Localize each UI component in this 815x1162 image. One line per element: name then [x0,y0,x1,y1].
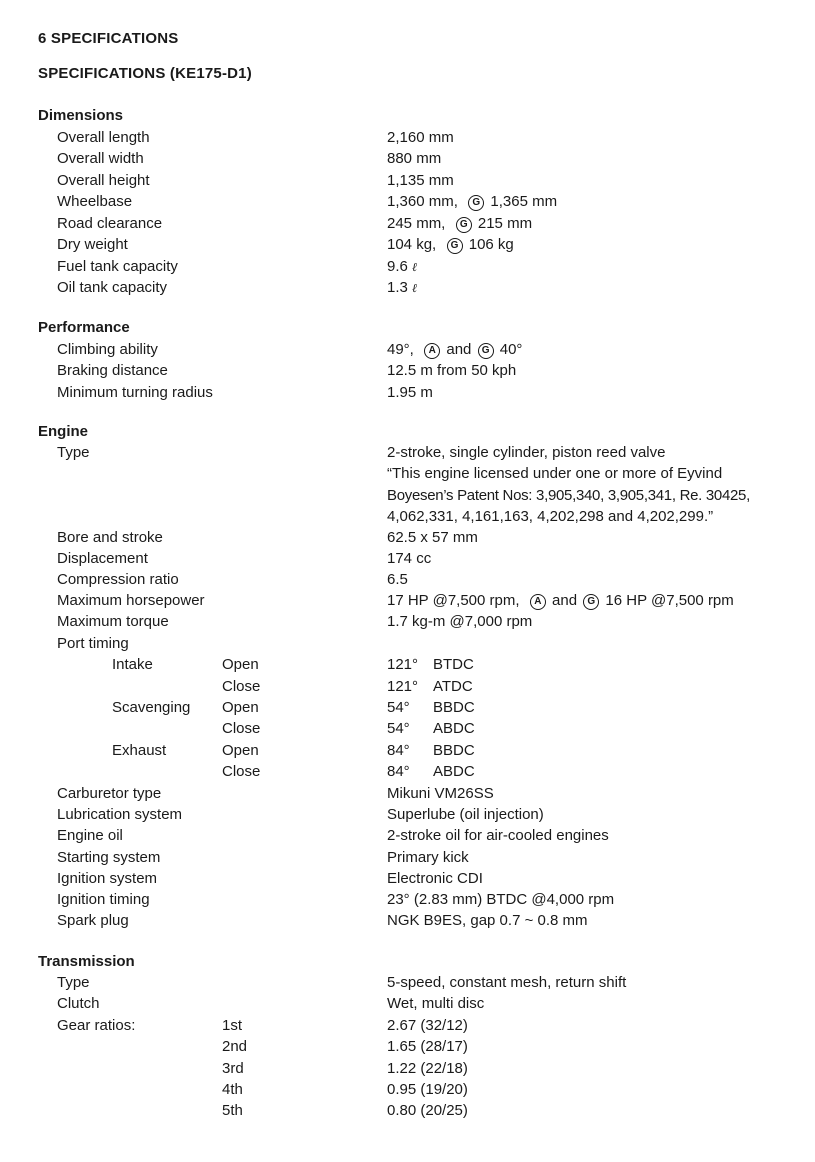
spec-value: Primary kick [387,849,469,866]
port-degrees: 54° [387,699,410,716]
port-row-exhaust-open [0,740,815,761]
spec-value: Electronic CDI [387,870,483,887]
spec-row-max-hp [0,590,815,611]
spec-row-oil-tank [0,277,815,298]
port-value [387,654,474,675]
spec-row-carburetor [0,783,815,804]
spec-row-wheelbase [0,191,815,212]
spec-value [387,277,417,299]
value-part: 245 mm, [387,215,446,232]
spec-row-fuel-tank [0,256,815,277]
spec-label: Carburetor type [57,785,162,802]
spec-label: Engine oil [57,827,123,844]
gear-ratio: 1.22 (22/18) [387,1060,468,1077]
spec-row-max-torque [0,611,815,632]
gear-name: 5th [222,1102,243,1119]
patent-note-line: 4,062,331, 4,161,163, 4,202,298 and 4,202,299.” [387,508,714,525]
spec-row-engine-type-cont [0,463,815,484]
spec-row-port-timing [0,633,815,654]
value-part: 9.6 [387,258,408,275]
model-g-mark: G [456,217,472,233]
gear-ratio: 2.67 (32/12) [387,1017,468,1034]
port-reference: ATDC [433,678,473,695]
spec-row-clutch [0,993,815,1014]
spec-value [387,339,522,360]
spec-label: Braking distance [57,362,168,379]
value-conj: and [446,341,472,358]
gear-row-3rd [0,1058,815,1079]
spec-label: Spark plug [57,912,129,929]
gear-name: 1st [222,1017,243,1034]
model-g-mark: G [583,594,599,610]
gear-row-4th [0,1079,815,1100]
port-value [387,740,475,761]
port-value [387,718,475,739]
gear-row-5th [0,1100,815,1121]
spec-label: Starting system [57,849,161,866]
spec-row-dry-weight [0,234,815,255]
spec-label: Type [57,974,90,991]
spec-label: Ignition timing [57,891,150,908]
value-part: 1,365 mm [490,193,558,210]
value-part: 1.3 [387,279,408,296]
port-row-scavenging-open [0,697,815,718]
port-name: Exhaust [112,742,167,759]
spec-label: Dry weight [57,236,128,253]
port-reference: ABDC [433,763,475,780]
spec-label: Type [57,444,90,461]
port-reference: BTDC [433,656,474,673]
performance-heading-row [0,317,815,338]
port-value [387,676,473,697]
model-g-mark: G [468,195,484,211]
gear-name: 3rd [222,1060,244,1077]
spec-row-engine-type [0,442,815,463]
port-degrees: 121° [387,678,419,695]
spec-value: 5-speed, constant mesh, return shift [387,974,627,991]
gear-ratio: 0.95 (19/20) [387,1081,468,1098]
port-reference: BBDC [433,742,475,759]
spec-value [387,590,734,611]
spec-label: Overall height [57,172,150,189]
spec-value: NGK B9ES, gap 0.7 ~ 0.8 mm [387,912,588,929]
spec-value: 2,160 mm [387,129,454,146]
engine-heading-row [0,421,815,442]
section-heading-dimensions: Dimensions [38,107,124,124]
spec-value: 62.5 x 57 mm [387,529,478,546]
spec-label: Bore and stroke [57,529,163,546]
gear-name: 2nd [222,1038,248,1055]
spec-label: Oil tank capacity [57,279,168,296]
port-degrees: 84° [387,742,410,759]
spec-value: 1,135 mm [387,172,454,189]
port-degrees: 121° [387,656,419,673]
spec-value [387,191,557,212]
patent-note-line: Boyesen’s Patent Nos: 3,905,340, 3,905,341, Re. 30425, [387,487,750,504]
spec-row-displacement [0,548,815,569]
gear-ratio: 0.80 (20/25) [387,1102,468,1119]
spec-value: 2-stroke oil for air-cooled engines [387,827,609,844]
spec-value: 12.5 m from 50 kph [387,362,517,379]
port-state: Close [222,720,261,737]
spec-label: Fuel tank capacity [57,258,178,275]
spec-value: 880 mm [387,150,442,167]
spec-value: 23° (2.83 mm) BTDC @4,000 rpm [387,891,615,908]
gear-row-2nd [0,1036,815,1057]
port-degrees: 54° [387,720,410,737]
value-part: 104 kg, [387,236,437,253]
spec-row-ignition-system [0,868,815,889]
port-state: Open [222,656,259,673]
spec-label: Maximum torque [57,613,169,630]
section-heading-transmission: Transmission [38,953,135,970]
value-part: 1,360 mm, [387,193,458,210]
spec-label: Road clearance [57,215,163,232]
spec-row-ignition-timing [0,889,815,910]
port-state: Open [222,699,259,716]
spec-value: 6.5 [387,571,408,588]
port-name: Scavenging [112,699,191,716]
model-a-mark: A [530,594,546,610]
spec-label: Climbing ability [57,341,158,358]
spec-row-road-clearance [0,213,815,234]
spec-label: Wheelbase [57,193,133,210]
spec-label: Overall width [57,150,144,167]
spec-row-starting [0,847,815,868]
spec-value: 1.95 m [387,384,433,401]
model-g-mark: G [447,238,463,254]
spec-row-compression [0,569,815,590]
spec-row-overall-height [0,170,815,191]
spec-row-engine-type-cont [0,485,815,506]
value-part: 106 kg [468,236,514,253]
model-g-mark: G [478,343,494,359]
value-part: 40° [499,341,523,358]
port-value [387,697,475,718]
spec-value [387,256,417,278]
spec-value [387,234,514,255]
spec-label: Compression ratio [57,571,179,588]
port-degrees: 84° [387,763,410,780]
transmission-heading-row [0,951,815,972]
spec-label: Ignition system [57,870,158,887]
gear-row-1st [0,1015,815,1036]
spec-row-lubrication [0,804,815,825]
port-row-exhaust-close [0,761,815,782]
spec-row-braking [0,360,815,381]
value-conj: and [552,592,578,609]
gear-name: 4th [222,1081,243,1098]
value-part: 49°, [387,341,414,358]
port-row-intake-close [0,676,815,697]
port-state: Open [222,742,259,759]
gear-ratio: 1.65 (28/17) [387,1038,468,1055]
spec-label: Overall length [57,129,150,146]
model-a-mark: A [424,343,440,359]
spec-label: Lubrication system [57,806,183,823]
port-state: Close [222,763,261,780]
spec-row-overall-width [0,148,815,169]
spec-row-engine-oil [0,825,815,846]
dimensions-heading-row [0,105,815,126]
litre-unit: ℓ [412,281,418,295]
spec-value: 1.7 kg-m @7,000 rpm [387,613,533,630]
value-part: 16 HP @7,500 rpm [605,592,734,609]
spec-row-bore-stroke [0,527,815,548]
spec-label: Minimum turning radius [57,384,213,401]
section-heading-performance: Performance [38,319,130,336]
spec-label: Displacement [57,550,148,567]
port-value [387,761,475,782]
spec-title: SPECIFICATIONS (KE175-D1) [38,65,252,82]
spec-label: Maximum horsepower [57,592,205,609]
spec-value: Wet, multi disc [387,995,485,1012]
port-name: Intake [112,656,153,673]
spec-value: 2-stroke, single cylinder, piston reed valve [387,444,666,461]
patent-note-line: “This engine licensed under one or more of Eyvind [387,465,723,482]
spec-row-turning [0,382,815,403]
spec-label: Port timing [57,635,129,652]
spec-value: 174 cc [387,550,432,567]
spec-row-overall-length [0,127,815,148]
spec-value: Superlube (oil injection) [387,806,544,823]
value-part: 215 mm [477,215,533,232]
litre-unit: ℓ [412,260,418,274]
chapter-title: 6 SPECIFICATIONS [38,30,179,47]
port-state: Close [222,678,261,695]
spec-row-transmission-type [0,972,815,993]
port-reference: BBDC [433,699,475,716]
port-row-intake-open [0,654,815,675]
spec-value: Mikuni VM26SS [387,785,494,802]
spec-label: Gear ratios: [57,1017,136,1034]
value-part: 17 HP @7,500 rpm, [387,592,520,609]
spec-value [387,213,532,234]
spec-label: Clutch [57,995,100,1012]
spec-row-engine-type-cont [0,506,815,527]
spec-row-spark-plug [0,910,815,931]
port-reference: ABDC [433,720,475,737]
spec-row-climbing [0,339,815,360]
port-row-scavenging-close [0,718,815,739]
section-heading-engine: Engine [38,423,89,440]
